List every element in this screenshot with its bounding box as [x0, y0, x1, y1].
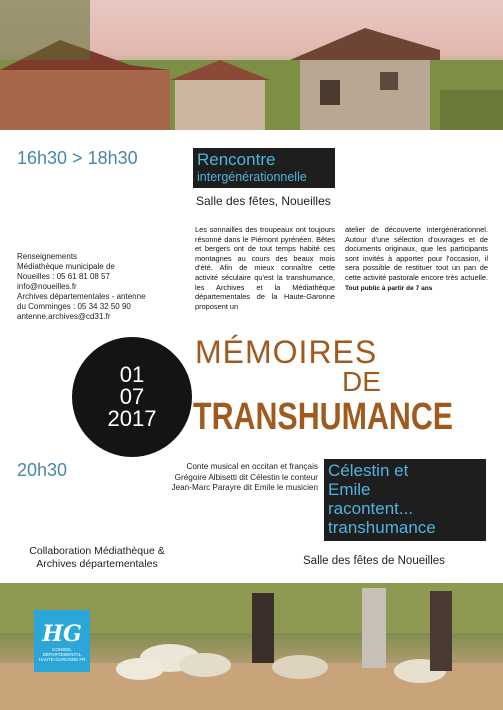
- village-illustration: [0, 0, 503, 130]
- date-circle: [72, 337, 192, 457]
- audience-note: Tout public à partir de 7 ans: [345, 284, 433, 292]
- logo-subtitle: [34, 647, 90, 662]
- session2-box-line: Emile: [328, 480, 371, 499]
- logo-sub-line: CONSEIL DÉPARTEMENTAL: [42, 646, 82, 657]
- session2-box-line: Célestin et: [328, 461, 409, 480]
- date-year: 2017: [107, 406, 157, 431]
- department-logo[interactable]: [34, 610, 90, 672]
- session2-time: 20h30: [17, 460, 68, 480]
- logo-sub-line: HAUTE-GARONNE.FR: [38, 656, 86, 662]
- session2-box-line: racontent...: [328, 499, 414, 518]
- session1-title-box: [193, 148, 335, 188]
- session2-desc-line: Grégoire Albisetti dit Célestin le conteur: [174, 472, 318, 482]
- date-month: 07: [119, 384, 145, 409]
- info-email[interactable]: antenne.archives@cd31.fr: [17, 312, 111, 321]
- session2-description: [118, 462, 318, 494]
- description-col2-text: atelier de découverte intergénérationnel. Autour d'une sélection d'ouvrages et de documents originaux, que les participants sont invités à apporter pour l'occasion, il sera possible de restituer tout un pan de cette activité pastorale encore très actuelle.: [345, 225, 488, 282]
- collab-line: Archives départementales: [36, 558, 158, 570]
- session2-title-box: [324, 459, 486, 541]
- collaboration-note: [17, 545, 177, 571]
- logo-letters: HG: [42, 620, 82, 647]
- session1-title-line1: Rencontre: [197, 150, 276, 169]
- session1-time: 16h30 > 18h30: [17, 148, 138, 168]
- description-col2: [345, 225, 488, 293]
- session2-box-line: transhumance: [328, 518, 436, 537]
- session1-venue: Salle des fêtes, Noueilles: [196, 194, 331, 208]
- session2-desc-line: Jean-Marc Parayre dit Emile le musicien: [171, 483, 318, 492]
- info-email[interactable]: info@noueilles.fr: [17, 282, 77, 291]
- title-line1: MÉMOIRES: [195, 334, 378, 370]
- description-col1: Les sonnailles des troupeaux ont toujours résonné dans le Piémont pyrénéen. Bêtes et bergers ont de tout temps habité ces montagnes au cours des beaux mois d'été. Afin de mieux connaître cette activité séculaire qu'est la transhumance, les Archives et la Médiathèque départementales de la Haute-Garonne proposent un: [195, 225, 335, 311]
- title-line2: DE: [342, 366, 381, 397]
- date-day: 01: [119, 362, 145, 387]
- info-line: Renseignements: [17, 252, 78, 261]
- info-line: Médiathèque municipale de: [17, 262, 115, 271]
- village-postcard-photo: [0, 0, 503, 130]
- info-block: [17, 252, 177, 322]
- session1-title-line2: intergénérationnelle: [197, 170, 307, 184]
- collab-line: Collaboration Médiathèque &: [29, 545, 165, 557]
- footer-venue: Salle des fêtes de Noueilles: [303, 555, 445, 567]
- info-line: Archives départementales - antenne: [17, 292, 146, 301]
- info-line: Noueilles : 05 61 81 08 57: [17, 272, 110, 281]
- session2-desc-line: Conte musical en occitan et français: [186, 462, 318, 471]
- title-line3: TRANSHUMANCE: [193, 396, 454, 438]
- info-line: du Comminges : 05 34 32 50 90: [17, 302, 131, 311]
